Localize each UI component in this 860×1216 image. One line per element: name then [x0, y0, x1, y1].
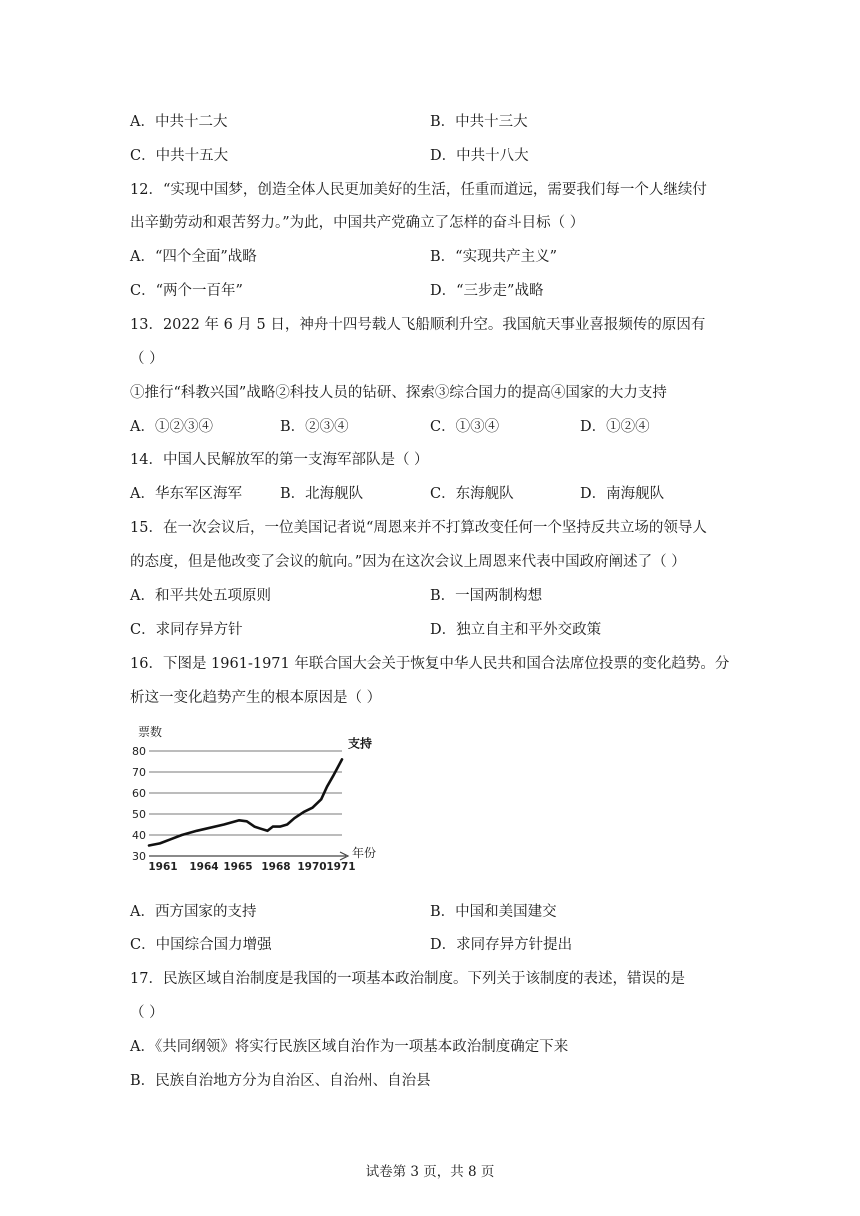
y-tick-label: 80: [132, 745, 146, 758]
x-tick-label: 1971: [326, 861, 356, 873]
y-tick-label: 70: [132, 766, 146, 779]
x-tick-label: 1961: [148, 861, 178, 873]
x-tick-label: 1968: [261, 861, 291, 873]
q11-option-b: B．中共十三大: [430, 114, 528, 130]
q14-option-b: B．北海舰队: [280, 486, 364, 502]
y-axis-label: 票数: [138, 725, 163, 739]
q13-option-d: D．①②④: [580, 419, 650, 435]
y-tick-label: 30: [132, 850, 146, 863]
q14-stem-line-1: 14．中国人民解放军的第一支海军部队是（ ）: [130, 452, 429, 468]
page-footer: 试卷第 3 页，共 8 页: [365, 1164, 495, 1180]
q16-option-c: C．中国综合国力增强: [130, 937, 272, 953]
q15-option-a: A．和平共处五项原则: [130, 588, 271, 604]
q11-option-a: A．中共十二大: [130, 114, 228, 130]
q11-option-d: D．中共十八大: [430, 148, 529, 164]
q16-option-d: D．求同存异方针提出: [430, 937, 573, 953]
q16-option-b: B．中国和美国建交: [430, 904, 557, 920]
q17-stem-line-2: （ ）: [130, 1005, 164, 1021]
q13-option-b: B．②③④: [280, 419, 349, 435]
q14-option-a: A．华东军区海军: [130, 486, 242, 502]
q13-stem-line-2: （ ）: [130, 351, 164, 367]
x-tick-label: 1965: [223, 861, 253, 873]
series-label: 支持: [348, 736, 373, 751]
q16-option-a: A．西方国家的支持: [130, 904, 257, 920]
vote-trend-chart: [130, 722, 390, 874]
y-tick-label: 40: [132, 829, 146, 842]
q12-option-a: A．“四个全面”战略: [130, 249, 257, 265]
q13-stem-line-1: 13．2022 年 6 月 5 日，神舟十四号载人飞船顺利升空。我国航天事业喜报频传的原因有: [130, 317, 706, 333]
q11-option-c: C．中共十五大: [130, 148, 229, 164]
q15-stem-line-1: 15．在一次会议后，一位美国记者说“周恩来并不打算改变任何一个坚持反共立场的领导人: [130, 520, 707, 536]
q15-option-c: C．求同存异方针: [130, 622, 243, 638]
q13-option-c: C．①③④: [430, 419, 500, 435]
q17-option-b: B．民族自治地方分为自治区、自治州、自治县: [130, 1073, 431, 1089]
q15-stem-line-2: 的态度，但是他改变了会议的航向。”因为在这次会议上周恩来代表中国政府阐述了（ ）: [130, 554, 686, 570]
y-tick-label: 60: [132, 787, 146, 800]
x-axis-label: 年份: [352, 846, 377, 860]
q12-stem-line-2: 出辛勤劳动和艰苦努力。”为此，中国共产党确立了怎样的奋斗目标（ ）: [130, 215, 585, 231]
q16-stem-line-2: 析这一变化趋势产生的根本原因是（ ）: [130, 690, 382, 706]
q17-option-a: A．《共同纲领》将实行民族区域自治作为一项基本政治制度确定下来: [130, 1039, 569, 1055]
q13-option-a: A．①②③④: [130, 419, 213, 435]
q13-stem-line-3: ①推行“科教兴国”战略②科技人员的钻研、探索③综合国力的提高④国家的大力支持: [130, 385, 667, 401]
x-tick-label: 1970: [297, 861, 327, 873]
y-tick-label: 50: [132, 808, 146, 821]
q15-option-d: D．独立自主和平外交政策: [430, 622, 602, 638]
q15-option-b: B．一国两制构想: [430, 588, 543, 604]
q17-stem-line-1: 17．民族区域自治制度是我国的一项基本政治制度。下列关于该制度的表述，错误的是: [130, 971, 685, 987]
q14-option-d: D．南海舰队: [580, 486, 665, 502]
q12-stem-line-1: 12．“实现中国梦，创造全体人民更加美好的生活，任重而道远，需要我们每一个人继续付: [130, 182, 707, 198]
q12-option-c: C．“两个一百年”: [130, 283, 243, 299]
q12-option-b: B．“实现共产主义”: [430, 249, 557, 265]
q16-stem-line-1: 16．下图是 1961-1971 年联合国大会关于恢复中华人民共和国合法席位投票的变化趋势。分: [130, 656, 730, 672]
x-tick-label: 1964: [189, 861, 219, 873]
q12-option-d: D．“三步走”战略: [430, 283, 544, 299]
q14-option-c: C．东海舰队: [430, 486, 514, 502]
